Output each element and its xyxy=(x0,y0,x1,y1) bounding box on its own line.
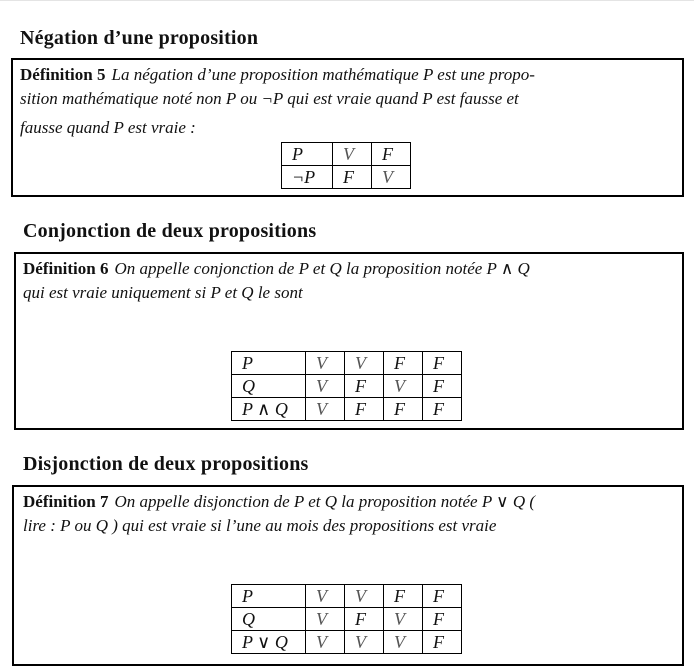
definition-line-1 xyxy=(23,259,530,279)
definition-label: Définition 6 xyxy=(23,259,109,278)
definition-line-2: sition mathématique noté non P ou ¬P qui est vraie quand P est fausse et xyxy=(20,89,519,108)
table-row xyxy=(282,166,411,189)
truth-table-negation xyxy=(281,142,411,189)
table-cell: P xyxy=(232,352,306,375)
table-cell: F xyxy=(423,631,462,654)
table-cell: F xyxy=(372,143,411,166)
table-cell: V xyxy=(306,631,345,654)
definition-line-1 xyxy=(20,65,535,85)
table-cell: P xyxy=(232,585,306,608)
section-title-conjonction: Conjonction de deux propositions xyxy=(23,220,317,242)
table-cell: P xyxy=(282,143,333,166)
table-row xyxy=(232,352,462,375)
table-cell: V xyxy=(345,631,384,654)
definition-text: La négation d’une proposition mathématique P est une propo- xyxy=(111,65,535,84)
table-row xyxy=(232,398,462,421)
table-cell: V xyxy=(372,166,411,189)
table-cell: F xyxy=(333,166,372,189)
definition-text: On appelle conjonction de P et Q la proposition notée P ∧ Q xyxy=(114,259,530,278)
truth-table-conjonction xyxy=(231,351,462,421)
table-row xyxy=(232,631,462,654)
definition-line-1 xyxy=(23,492,535,512)
definition-label: Définition 5 xyxy=(20,65,106,84)
table-cell: F xyxy=(345,375,384,398)
table-cell: Q xyxy=(232,375,306,398)
table-cell: V xyxy=(306,352,345,375)
table-cell: F xyxy=(384,398,423,421)
section-title-disjonction: Disjonction de deux propositions xyxy=(23,453,309,475)
table-cell: V xyxy=(384,375,423,398)
table-cell: F xyxy=(423,585,462,608)
table-cell: V xyxy=(333,143,372,166)
table-row xyxy=(232,375,462,398)
table-row xyxy=(282,143,411,166)
definition-line-2: lire : P ou Q ) qui est vraie si l’une au mois des propositions est vraie xyxy=(23,516,497,535)
table-cell: V xyxy=(384,608,423,631)
table-cell: V xyxy=(306,375,345,398)
table-cell: F xyxy=(423,375,462,398)
table-cell: F xyxy=(345,608,384,631)
table-cell: F xyxy=(384,352,423,375)
table-cell: V xyxy=(306,398,345,421)
table-row xyxy=(232,608,462,631)
table-cell: F xyxy=(423,608,462,631)
table-row xyxy=(232,585,462,608)
table-cell: F xyxy=(345,398,384,421)
table-cell: F xyxy=(423,352,462,375)
table-cell: V xyxy=(345,585,384,608)
table-cell: V xyxy=(306,608,345,631)
table-cell: V xyxy=(384,631,423,654)
table-cell: Q xyxy=(232,608,306,631)
table-cell: V xyxy=(306,585,345,608)
definition-line-2: qui est vraie uniquement si P et Q le sont xyxy=(23,283,303,302)
table-cell: F xyxy=(384,585,423,608)
table-cell: ¬P xyxy=(282,166,333,189)
truth-table-disjonction xyxy=(231,584,462,654)
definition-line-3: fausse quand P est vraie : xyxy=(20,118,196,137)
table-cell: F xyxy=(423,398,462,421)
table-cell: V xyxy=(345,352,384,375)
table-cell: P ∧ Q xyxy=(232,398,306,421)
table-cell: P ∨ Q xyxy=(232,631,306,654)
top-divider xyxy=(0,0,694,1)
definition-text: On appelle disjonction de P et Q la proposition notée P ∨ Q ( xyxy=(114,492,536,511)
definition-label: Définition 7 xyxy=(23,492,109,511)
section-title-negation: Négation d’une proposition xyxy=(20,27,259,49)
